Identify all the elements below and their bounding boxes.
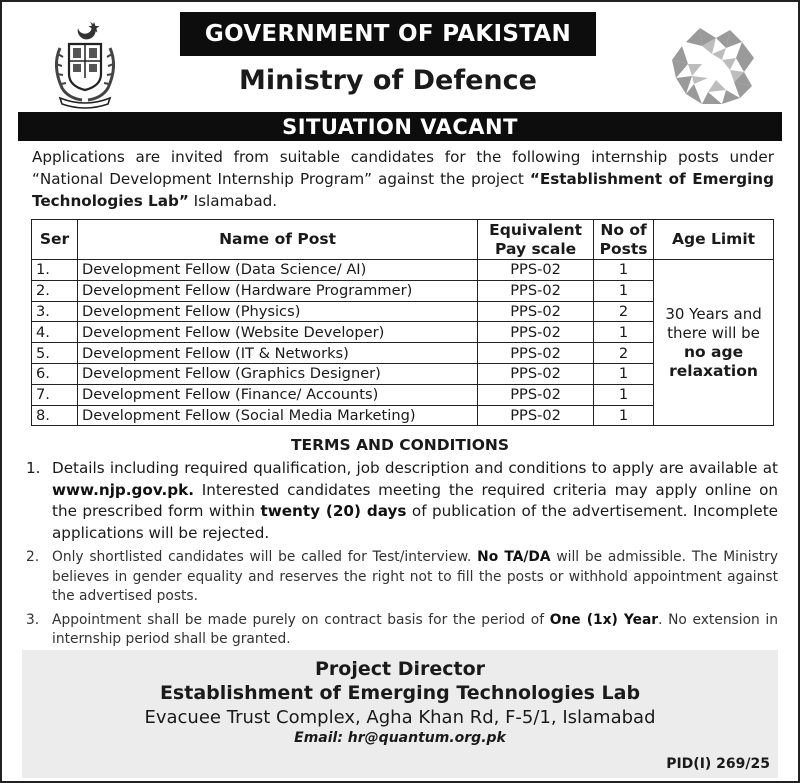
ministry-title: Ministry of Defence xyxy=(239,65,537,96)
header-ser: Ser xyxy=(32,220,78,260)
cell-ser: 2. xyxy=(32,280,78,301)
cell-post-name: Development Fellow (Hardware Programmer) xyxy=(77,280,477,301)
cell-post-name: Development Fellow (IT & Networks) xyxy=(77,343,477,364)
state-emblem-icon xyxy=(46,18,124,110)
header-age-limit: Age Limit xyxy=(654,220,774,260)
cell-ser: 7. xyxy=(32,384,78,405)
contact-title: Project Director xyxy=(314,658,486,680)
cell-post-name: Development Fellow (Finance/ Accounts) xyxy=(77,384,477,405)
cell-post-name: Development Fellow (Physics) xyxy=(77,301,477,322)
cell-ser: 1. xyxy=(32,260,78,281)
table-row xyxy=(32,260,774,281)
cell-ser: 4. xyxy=(32,322,78,343)
cell-posts-count: 1 xyxy=(594,322,654,343)
terms-list xyxy=(26,458,778,650)
cell-posts-count: 1 xyxy=(594,260,654,281)
cell-age-limit: 30 Years and there will be no age relaxation xyxy=(654,260,774,426)
pid-number: PID(I) 269/25 xyxy=(666,756,770,772)
government-banner: GOVERNMENT OF PAKISTAN xyxy=(180,12,596,56)
intro-paragraph: Applications are invited from suitable candidates for the following internship posts under “National Development Internship Program” against the project “Establishment of Emerging Technologies Lab” Islamabad. xyxy=(32,148,774,210)
cell-ser: 5. xyxy=(32,343,78,364)
quantum-lab-logo-icon xyxy=(672,28,754,106)
cell-pay-scale: PPS-02 xyxy=(478,301,594,322)
contact-organization: Establishment of Emerging Technologies Lab xyxy=(159,682,641,704)
term-item: 2. Only shortlisted candidates will be called for Test/interview. No TA/DA will be admissible. The Ministry believes in gender equality and reserves the right not to fill the posts or withhold appointment against the advertised posts. xyxy=(26,549,778,604)
cell-posts-count: 1 xyxy=(594,384,654,405)
cell-posts-count: 2 xyxy=(594,301,654,322)
term-item: 3. Appointment shall be made purely on contract basis for the period of One (1x) Year. No extension in internship period shall be granted. xyxy=(26,611,778,647)
header-no-of-posts: No of Posts xyxy=(594,220,654,260)
cell-pay-scale: PPS-02 xyxy=(478,363,594,384)
contact-email: Email: hr@quantum.org.pk xyxy=(294,730,506,746)
cell-ser: 6. xyxy=(32,363,78,384)
cell-pay-scale: PPS-02 xyxy=(478,343,594,364)
situation-vacant-bar: SITUATION VACANT xyxy=(18,112,782,141)
cell-pay-scale: PPS-02 xyxy=(478,405,594,426)
posts-table xyxy=(31,219,774,426)
header-pay-scale: Equivalent Pay scale xyxy=(478,220,594,260)
contact-footer xyxy=(22,650,778,778)
cell-pay-scale: PPS-02 xyxy=(478,260,594,281)
cell-post-name: Development Fellow (Data Science/ AI) xyxy=(77,260,477,281)
contact-address: Evacuee Trust Complex, Agha Khan Rd, F-5/1, Islamabad xyxy=(144,707,656,728)
cell-pay-scale: PPS-02 xyxy=(478,384,594,405)
header-name-of-post: Name of Post xyxy=(77,220,477,260)
project-name: “Establishment of Emerging Technologies Lab” xyxy=(32,170,774,210)
cell-posts-count: 1 xyxy=(594,363,654,384)
cell-posts-count: 1 xyxy=(594,405,654,426)
cell-posts-count: 2 xyxy=(594,343,654,364)
cell-posts-count: 1 xyxy=(594,280,654,301)
cell-ser: 8. xyxy=(32,405,78,426)
term-item: 1. Details including required qualification, job description and conditions to apply are available at www.njp.gov.pk. Interested candidates meeting the required criteria may apply online on the prescribed form within twenty (20) days of publication of the advertisement. Incomplete applications will be rejected. xyxy=(26,459,778,542)
cell-post-name: Development Fellow (Graphics Designer) xyxy=(77,363,477,384)
cell-pay-scale: PPS-02 xyxy=(478,322,594,343)
cell-ser: 3. xyxy=(32,301,78,322)
cell-post-name: Development Fellow (Social Media Marketing) xyxy=(77,405,477,426)
table-header-row xyxy=(32,220,774,260)
cell-post-name: Development Fellow (Website Developer) xyxy=(77,322,477,343)
cell-pay-scale: PPS-02 xyxy=(478,280,594,301)
terms-heading: TERMS AND CONDITIONS xyxy=(290,436,510,454)
website-url: www.njp.gov.pk. xyxy=(52,480,195,499)
